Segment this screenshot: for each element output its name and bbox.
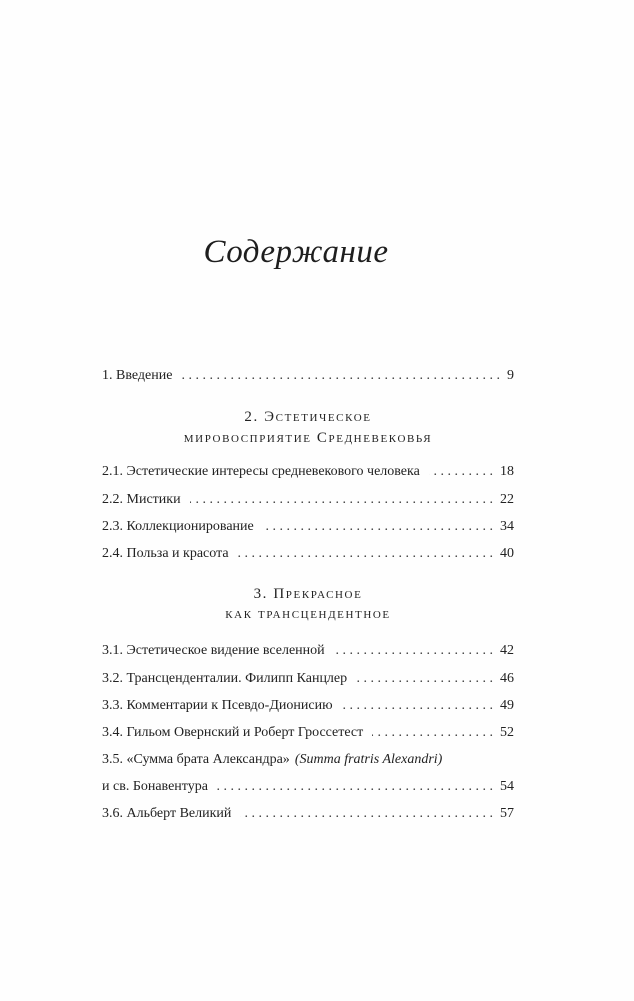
toc-entry-2-2[interactable] — [102, 490, 514, 510]
dot-leader — [238, 544, 493, 564]
toc-entry-3-4[interactable] — [102, 723, 514, 743]
dot-leader — [217, 777, 493, 797]
dot-leader — [181, 366, 500, 386]
toc-entry-3-5-line-2[interactable] — [102, 777, 514, 797]
toc-entry-label: 2.1. Эстетические интересы средневекового человека — [102, 464, 420, 479]
toc-entry-page: 18 — [500, 464, 514, 479]
section-heading-2-line-1: 2. Эстетическое — [244, 409, 372, 425]
toc-entry-intro[interactable] — [102, 366, 514, 386]
toc-entry-3-3[interactable] — [102, 696, 514, 716]
toc-entry-label: 3.1. Эстетическое видение вселенной — [102, 643, 325, 658]
toc-entry-label: 2.3. Коллекционирование — [102, 519, 254, 534]
toc-entry-page: 54 — [500, 779, 514, 794]
toc-entry-page: 40 — [500, 546, 514, 561]
toc-entry-label: 3.5. «Сумма брата Александра» — [102, 752, 290, 767]
toc-entry-label: 3.2. Трансценденталии. Филипп Канцлер — [102, 671, 348, 686]
dot-leader — [334, 641, 493, 661]
dot-leader — [240, 804, 493, 824]
toc-entry-label: 2.2. Мистики — [102, 492, 181, 507]
dot-leader — [263, 517, 493, 537]
toc-entry-label: 1. Введение — [102, 368, 173, 383]
toc-entry-3-6[interactable] — [102, 804, 514, 824]
toc-entry-label: 2.4. Польза и красота — [102, 546, 229, 561]
section-heading-2-line-2: мировосприятие Средневековья — [183, 430, 433, 446]
toc-entry-label: 3.3. Комментарии к Псевдо-Дионисию — [102, 698, 333, 713]
dot-leader — [356, 669, 493, 689]
toc-entry-label-continued: и св. Бонавентура — [102, 779, 208, 794]
dot-leader — [342, 696, 493, 716]
toc-entry-page: 46 — [500, 671, 514, 686]
toc-entry-3-5-line-1[interactable] — [102, 750, 514, 770]
toc-entry-page: 34 — [500, 519, 514, 534]
dot-leader — [190, 490, 493, 510]
toc-entry-page: 57 — [500, 806, 514, 821]
dot-leader — [372, 723, 493, 743]
toc-entry-3-2[interactable] — [102, 669, 514, 689]
toc-entry-page: 49 — [500, 698, 514, 713]
section-heading-3-line-2: как трансцендентное — [225, 606, 391, 622]
toc-entry-label: 3.4. Гильом Овернский и Роберт Гроссетест — [102, 725, 364, 740]
toc-entry-2-3[interactable] — [102, 517, 514, 537]
toc-entry-page: 52 — [500, 725, 514, 740]
page-title: Содержание — [203, 234, 389, 270]
toc-entry-label: 3.6. Альберт Великий — [102, 806, 232, 821]
toc-entry-label-latin: (Summa fratris Alexandri) — [294, 752, 443, 767]
toc-entry-3-1[interactable] — [102, 641, 514, 661]
toc-entry-page: 42 — [500, 643, 514, 658]
dot-leader — [429, 462, 493, 482]
toc-entry-page: 22 — [500, 492, 514, 507]
toc-entry-2-4[interactable] — [102, 544, 514, 564]
toc-entry-2-1[interactable] — [102, 462, 514, 482]
toc-entry-page: 9 — [507, 368, 514, 383]
section-heading-3-line-1: 3. Прекрасное — [253, 586, 363, 602]
